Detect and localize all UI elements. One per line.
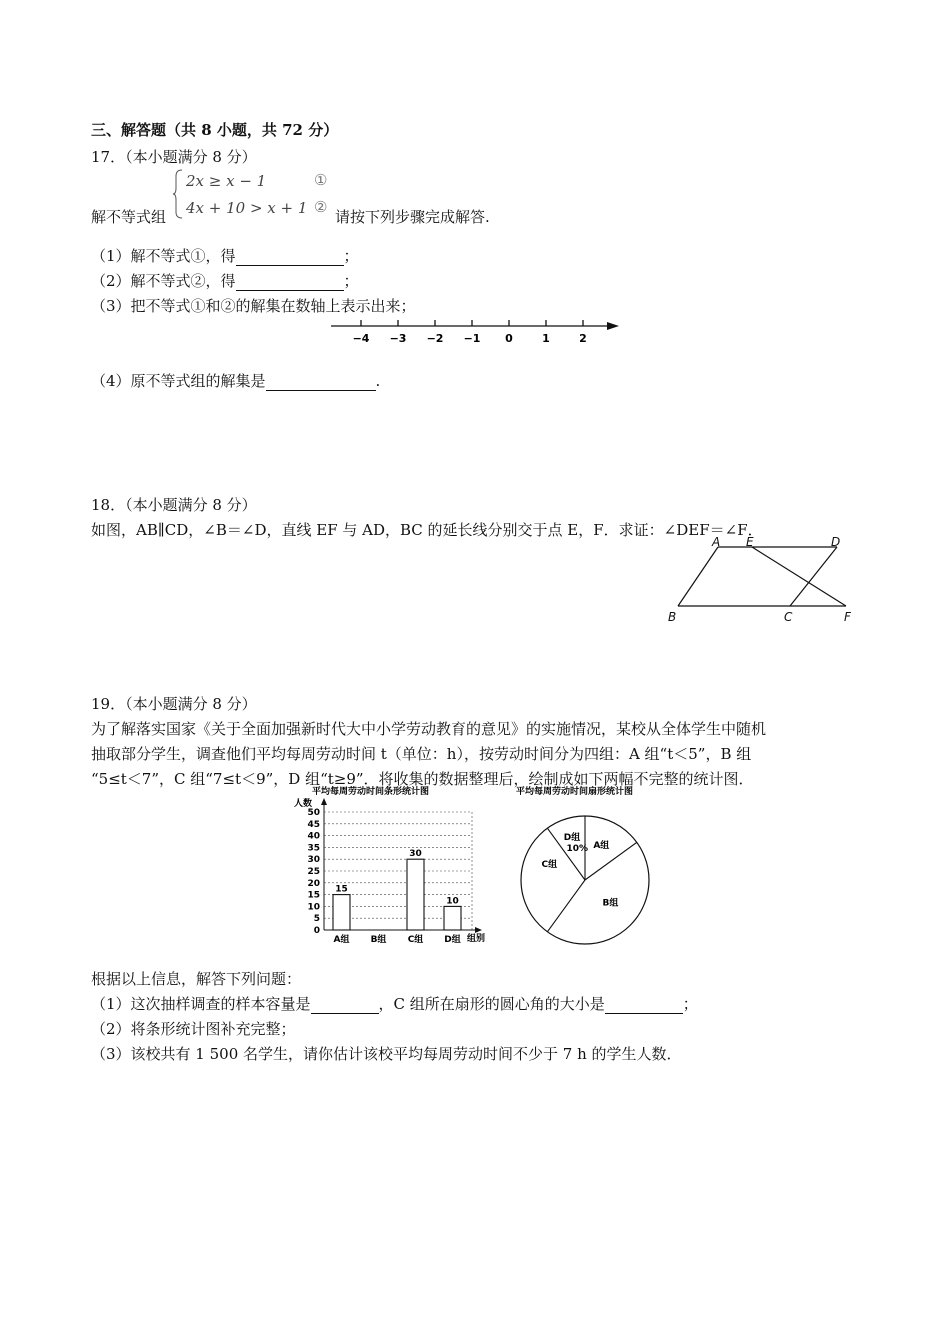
q19-line1: 为了解落实国家《关于全面加强新时代大中小学劳动教育的意见》的实施情况，某校从全体学生中随机 [91, 720, 767, 738]
q19-header: 19．（本小题满分 8 分） [91, 695, 257, 713]
q17-prompt-suffix: 请按下列步骤完成解答. [335, 208, 490, 226]
inequality-2: 4x + 10 > x + 1 [186, 199, 308, 217]
pie-label-d: D组 [563, 833, 581, 844]
y-tick-label: 0 [313, 926, 320, 936]
number-line [325, 316, 625, 350]
bar-data-label: 10 [446, 896, 459, 907]
bar-chart [290, 784, 500, 948]
pie-label-c: C组 [541, 860, 558, 871]
q17-prompt-prefix: 解不等式组 [91, 208, 167, 226]
answer-blank[interactable] [236, 250, 344, 266]
arrow-up-icon [321, 798, 327, 805]
number-line-tick-label: 0 [505, 332, 513, 345]
pie-label-a: A组 [593, 840, 610, 851]
x-tick-label: A组 [333, 935, 350, 945]
y-tick-label: 45 [307, 819, 320, 830]
q17-step4: （4）原不等式组的解集是 . [91, 372, 381, 390]
point-label-d: D [831, 536, 841, 549]
bar-data-label: 30 [409, 849, 422, 860]
q19-sub2: （2）将条形统计图补充完整； [91, 1020, 296, 1038]
bar [444, 906, 461, 930]
answer-blank[interactable] [605, 998, 683, 1014]
point-label-a: A [712, 536, 721, 549]
q17-header: 17．（本小题满分 8 分） [91, 148, 257, 166]
y-tick-label: 25 [307, 867, 320, 877]
number-line-tick-label: −4 [352, 332, 370, 345]
y-tick-label: 10 [307, 902, 320, 913]
q19-sub3: （3）该校共有 1 500 名学生，请你估计该校平均每周劳动时间不少于 7 h 的学生人数． [91, 1045, 682, 1063]
answer-blank[interactable] [266, 375, 376, 391]
inequality-1: 2x ≥ x − 1 [186, 172, 267, 190]
y-tick-label: 5 [313, 914, 320, 925]
y-tick-label: 15 [307, 890, 320, 901]
answer-blank[interactable] [236, 275, 344, 291]
bar-chart-title: 平均每周劳动时间条形统计图 [312, 787, 430, 797]
x-tick-label: D组 [444, 935, 461, 945]
q18-text: 如图，AB∥CD，∠B＝∠D，直线 EF 与 AD，BC 的延长线分别交于点 E，F．求证：∠DEF＝∠F． [91, 521, 763, 539]
y-tick-label: 35 [307, 843, 320, 854]
arrow-right-icon [475, 927, 482, 933]
answer-blank[interactable] [311, 998, 379, 1014]
point-label-c: C [784, 610, 793, 624]
section-title: 三、解答题（共 8 小题，共 72 分） [91, 121, 339, 139]
number-line-tick-label: −1 [463, 332, 481, 345]
q17-step2: （2）解不等式②，得 ； [91, 272, 359, 290]
q17-step3: （3）把不等式①和②的解集在数轴上表示出来； [91, 297, 416, 315]
y-tick-label: 40 [307, 831, 320, 842]
q19-after: 根据以上信息，解答下列问题： [91, 970, 302, 988]
inequality-1-mark: ① [314, 171, 328, 189]
q19-sub1: （1）这次抽样调查的样本容量是 ，C 组所在扇形的圆心角的大小是 ； [91, 995, 698, 1013]
y-tick-label: 50 [307, 808, 320, 818]
system-brace [172, 168, 184, 220]
arrow-right-icon [607, 322, 619, 330]
bar-chart-ylabel: 人数 [294, 799, 313, 809]
point-label-b: B [668, 610, 677, 624]
q17-step1: （1）解不等式①，得 ； [91, 247, 359, 265]
q18-header: 18．（本小题满分 8 分） [91, 496, 257, 514]
pie-chart [510, 784, 680, 948]
x-tick-label: B组 [370, 935, 387, 945]
number-line-tick-label: −2 [426, 332, 444, 345]
bar-chart-xlabel: 组别 [467, 934, 486, 944]
point-label-e: E [746, 536, 754, 549]
q19-line3: “5≤t＜7”，C 组“7≤t＜9”，D 组“t≥9”．将收集的数据整理后，绘制成如下两幅不完整的统计图． [91, 770, 754, 788]
y-tick-label: 30 [307, 855, 320, 866]
bar-data-label: 15 [335, 884, 348, 895]
x-tick-label: C组 [407, 935, 424, 945]
q19-line2: 抽取部分学生，调查他们平均每周劳动时间 t（单位：h），按劳动时间分为四组：A 组“t＜5”，B 组 [91, 745, 752, 763]
number-line-tick-label: 1 [542, 332, 550, 345]
geometry-figure [664, 536, 864, 628]
bar [407, 859, 424, 930]
pie-label-d-percent: 10% [566, 844, 589, 855]
number-line-tick-label: −3 [389, 332, 407, 345]
point-label-f: F [844, 610, 851, 624]
y-tick-label: 20 [307, 878, 320, 889]
bar [333, 895, 350, 930]
number-line-tick-label: 2 [579, 332, 587, 345]
pie-chart-title: 平均每周劳动时间扇形统计图 [516, 787, 634, 797]
inequality-2-mark: ② [314, 198, 328, 216]
pie-label-b: B组 [602, 898, 619, 909]
